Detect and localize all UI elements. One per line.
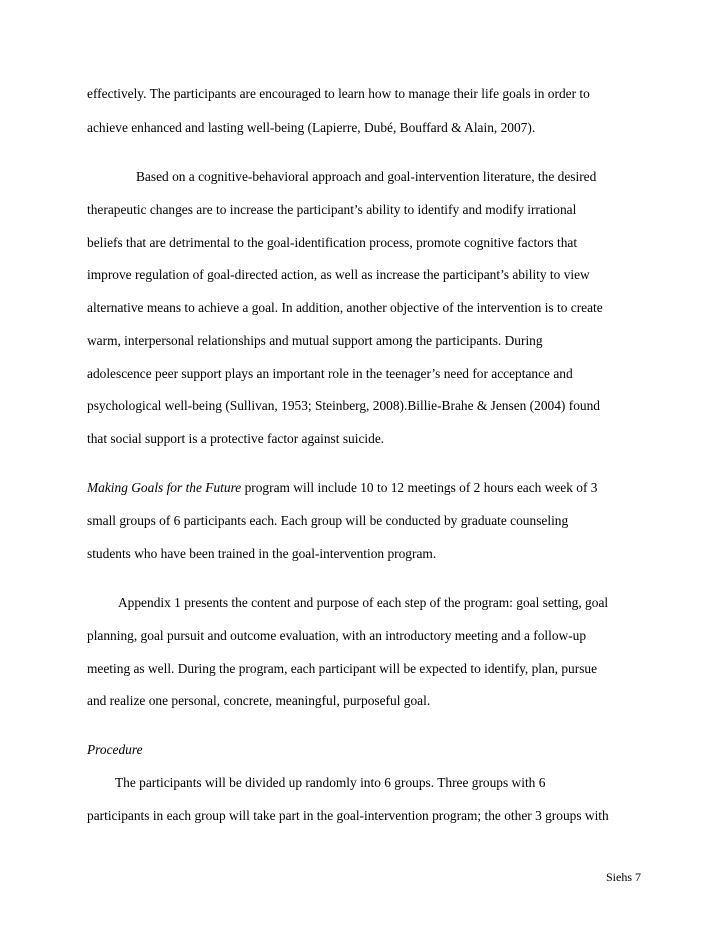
paragraph-start-line <box>87 480 598 496</box>
text-line: achieve enhanced and lasting well-being (Lapierre, Dubé, Bouffard & Alain, 2007). <box>87 120 536 135</box>
text-span: program will include 10 to 12 meetings of 2 hours each week of 3 <box>241 480 598 495</box>
program-title: Making Goals for the Future <box>87 480 242 495</box>
section-heading: Procedure <box>87 742 143 757</box>
page-number: Siehs 7 <box>606 870 642 884</box>
text-line: planning, goal pursuit and outcome evaluation, with an introductory meeting and a follow-up <box>87 628 587 643</box>
paragraph-start-line: The participants will be divided up randomly into 6 groups. Three groups with 6 <box>115 775 546 790</box>
text-line: alternative means to achieve a goal. In addition, another objective of the intervention is to create <box>87 300 603 315</box>
text-line: effectively. The participants are encouraged to learn how to manage their life goals in order to <box>87 86 590 101</box>
text-line: therapeutic changes are to increase the participant’s ability to identify and modify irrational <box>87 202 577 217</box>
text-line: adolescence peer support plays an important role in the teenager’s need for acceptance and <box>87 366 573 381</box>
text-line: and realize one personal, concrete, meaningful, purposeful goal. <box>87 693 431 708</box>
text-line: participants in each group will take part in the goal-intervention program; the other 3 groups with <box>87 808 609 823</box>
text-line: meeting as well. During the program, each participant will be expected to identify, plan, pursue <box>87 661 598 676</box>
text-line: small groups of 6 participants each. Each group will be conducted by graduate counseling <box>87 513 569 528</box>
text-line: improve regulation of goal-directed action, as well as increase the participant’s ability to view <box>87 267 590 282</box>
text-line: warm, interpersonal relationships and mutual support among the participants. During <box>87 333 543 348</box>
text-line: beliefs that are detrimental to the goal-identification process, promote cognitive factors that <box>87 235 578 250</box>
paragraph-start-line: Based on a cognitive-behavioral approach and goal-intervention literature, the desired <box>136 169 597 184</box>
text-line: psychological well-being (Sullivan, 1953; Steinberg, 2008).Billie-Brahe & Jensen (2004) found <box>87 398 600 413</box>
paragraph-start-line: Appendix 1 presents the content and purpose of each step of the program: goal setting, goal <box>118 595 609 610</box>
text-line: that social support is a protective factor against suicide. <box>87 431 385 446</box>
text-line: students who have been trained in the goal-intervention program. <box>87 546 437 561</box>
